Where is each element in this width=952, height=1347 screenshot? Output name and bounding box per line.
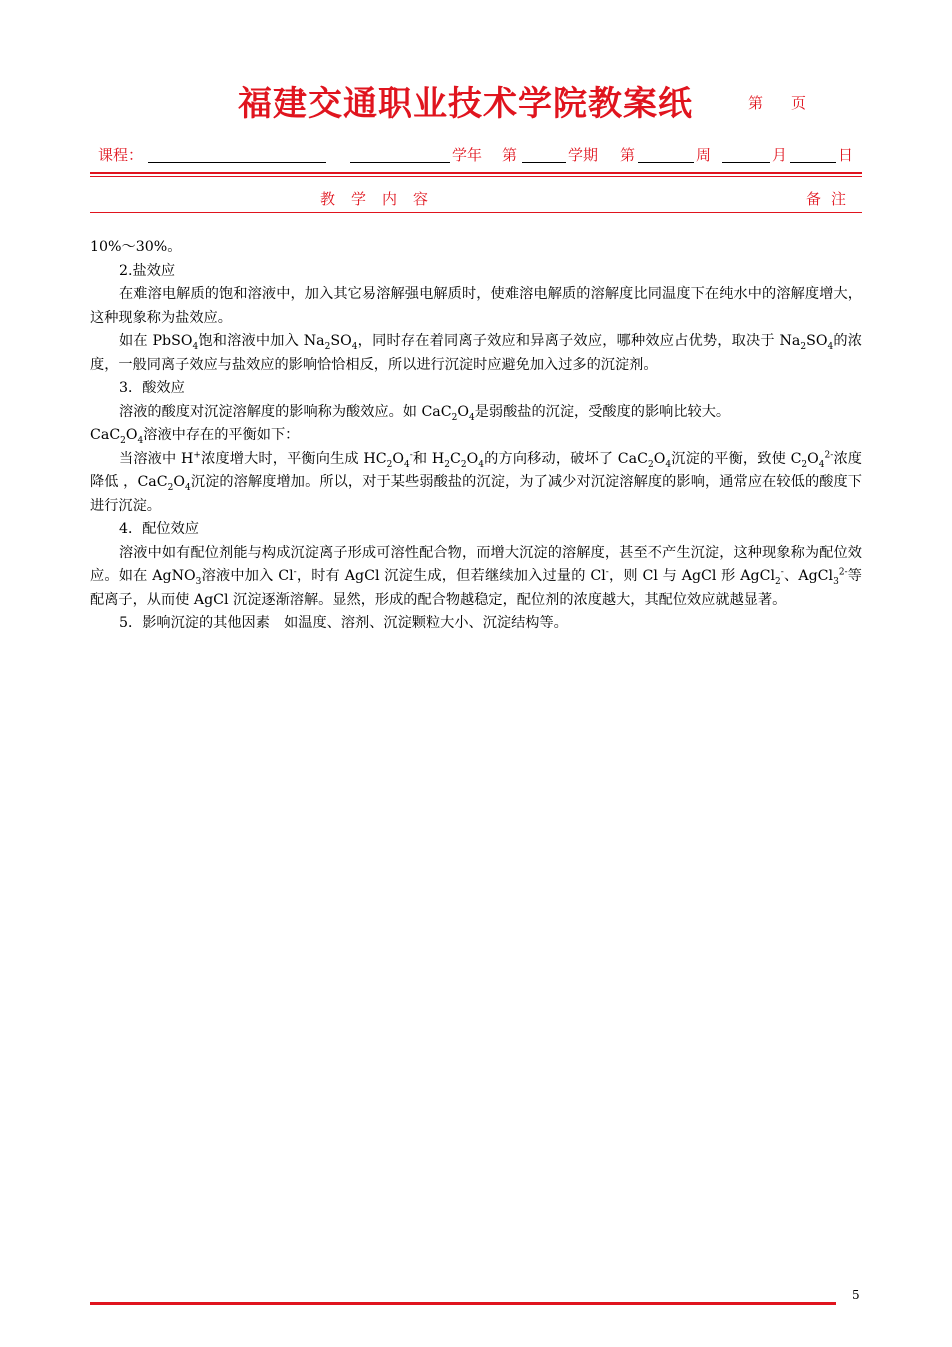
section-heading-other-factors: 5．影响沉淀的其他因素 如温度、溶剂、沉淀颗粒大小、沉淀结构等。	[119, 615, 568, 631]
paragraph: 10%～30%。	[90, 239, 182, 255]
page-number-label	[748, 92, 806, 113]
year-blank	[350, 162, 450, 163]
course-info-row	[98, 144, 858, 166]
section-heading-salt-effect: 2.盐效应	[119, 262, 176, 279]
term-prefix: 第	[502, 146, 518, 164]
lesson-content	[90, 236, 862, 636]
paragraph: 如在 PbSO$_4$饱和溶液中加入 $Na_2SO_4$，同时存在着同离子效应和异离子效应，哪种效应占优势，取决于 $Na_2SO_4$的浓度，一般同离子效应与盐效应的影响恰恰相反，所以进行沉淀时应避免加入过多的沉淀剂。	[90, 333, 862, 373]
header-divider-top	[90, 172, 862, 174]
week-blank	[638, 162, 694, 163]
notes-heading: 备注	[806, 190, 857, 208]
content-heading: 教学内容	[320, 190, 445, 208]
paragraph: 溶液中如有配位剂能与构成沉淀离子形成可溶性配合物，而增大沉淀的溶解度，甚至不产生沉淀，这种现象称为配位效应。如在 AgNO$_3$溶液中加入 Cl-，时有 AgCl 沉淀生成，但若继续加入过量的 Cl-，则 Cl 与 AgCl 形 AgCl$_2$-、AgCl$_3^{2-}$等配离子，从而使 AgCl 沉淀逐渐溶解。显然，形成的配合物越稳定，配位剂的浓度越大，其配位效应就越显著。	[90, 544, 862, 608]
section-heading-coordination-effect: 4．配位效应	[119, 521, 199, 537]
course-blank	[148, 162, 326, 163]
header-divider-bottom	[90, 212, 862, 213]
paragraph: $CaC_2O_4$溶液中存在的平衡如下：	[90, 427, 300, 446]
day-blank	[790, 162, 836, 163]
day-label: 日	[838, 146, 854, 164]
term-label: 学期	[568, 146, 599, 164]
page-label-prefix: 第	[748, 94, 764, 112]
month-blank	[722, 162, 770, 163]
section-heading-acid-effect: 3．酸效应	[119, 380, 185, 396]
term-blank	[522, 162, 566, 163]
year-label: 学年	[452, 146, 483, 164]
week-prefix: 第	[620, 146, 636, 164]
paragraph: 溶液的酸度对沉淀溶解度的影响称为酸效应。如 $CaC_2O_4$是弱酸盐的沉淀，受酸度的影响比较大。	[119, 403, 731, 423]
footer-divider	[90, 1302, 836, 1305]
page-title: 福建交通职业技术学院教案纸	[238, 84, 693, 124]
month-label: 月	[772, 146, 788, 164]
course-label: 课程：	[98, 146, 144, 164]
week-label: 周	[696, 146, 712, 164]
paragraph: 在难溶电解质的饱和溶液中，加入其它易溶解强电解质时，使难溶电解质的溶解度比同温度下在纯水中的溶解度增大，这种现象称为盐效应。	[90, 286, 862, 326]
paragraph: 当溶液中 H+浓度增大时，平衡向生成 $HC_2O_4^-$和 $H_2C_2O_4$的方向移动，破坏了 $CaC_2O_4$沉淀的平衡，致使 $C_2O_4^{2-}$浓度降低 ，$CaC_2O_4$沉淀的溶解度增加。所以，对于某些弱酸盐的沉淀，为了减少对沉淀溶解度的影响，通常应在较低的酸度下进行沉淀。	[90, 449, 862, 514]
page-label-suffix: 页	[791, 94, 807, 112]
page-number: 5	[852, 1288, 860, 1302]
column-headings	[90, 188, 862, 210]
header-divider-top-thin	[90, 176, 862, 177]
page-header	[0, 76, 952, 126]
